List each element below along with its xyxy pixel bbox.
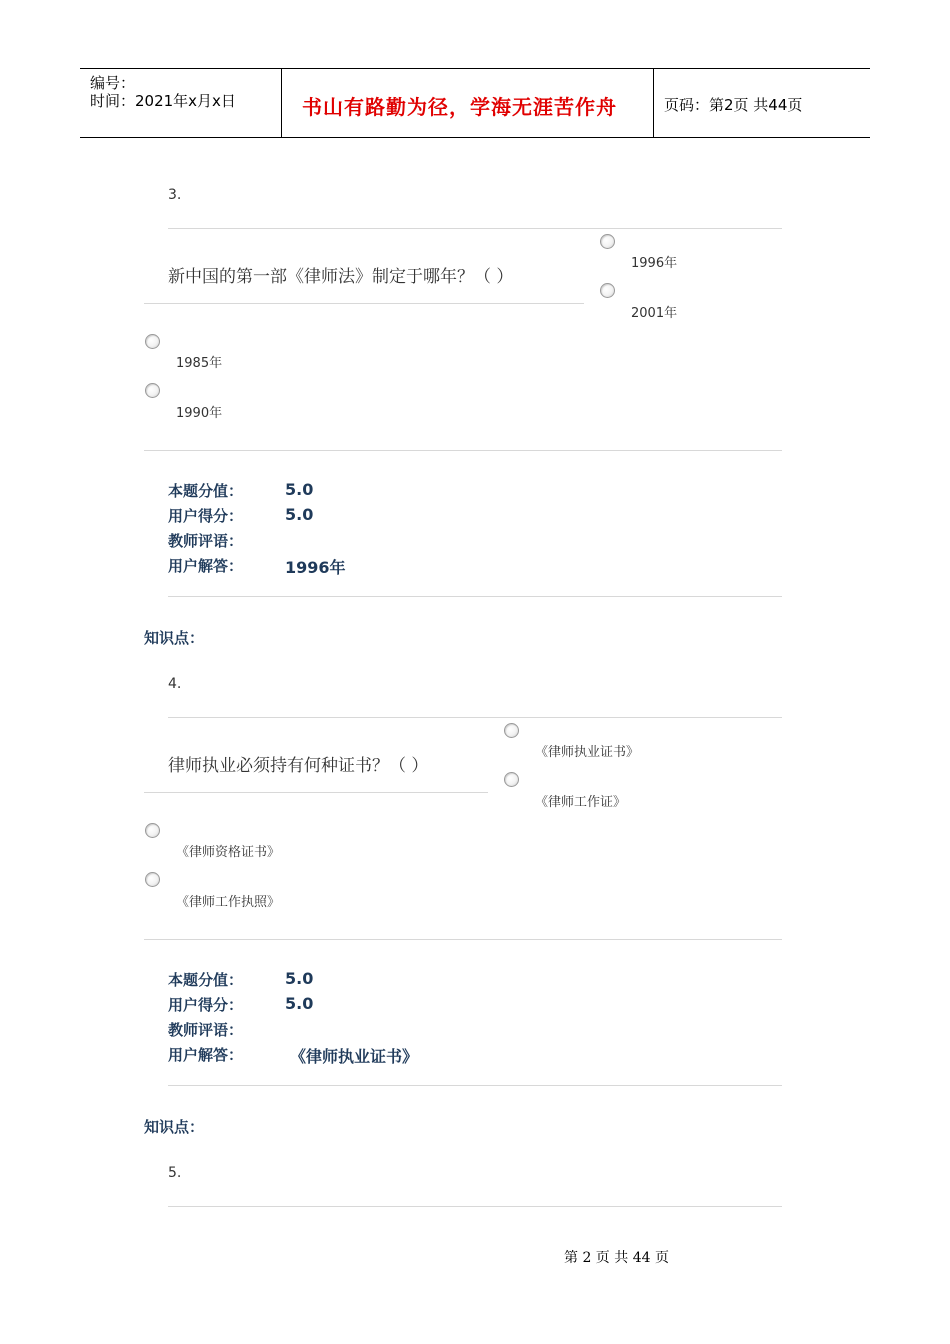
page-footer: 第 2 页 共 44 页: [564, 1250, 669, 1266]
divider: [144, 450, 782, 451]
option-label: 2001年: [631, 306, 678, 321]
divider: [144, 303, 584, 304]
divider: [144, 792, 488, 793]
option-label: 1996年: [631, 256, 678, 271]
user-score-value: 5.0: [285, 505, 314, 524]
knowledge-label: 知识点：: [144, 629, 205, 647]
score-label: 本题分值：: [168, 482, 244, 500]
divider: [168, 596, 782, 597]
comment-label: 教师评语：: [168, 1021, 244, 1039]
question-number: 4.: [168, 676, 182, 692]
question-text: 新中国的第一部《律师法》制定于哪年？（ ）: [168, 267, 514, 287]
answer-label: 用户解答：: [168, 1046, 244, 1064]
comment-label: 教师评语：: [168, 532, 244, 550]
radio-option-b[interactable]: [504, 772, 519, 787]
option-label: 《律师工作证》: [535, 795, 627, 810]
score-value: 5.0: [285, 969, 314, 988]
answer-value: 《律师执业证书》: [290, 1047, 419, 1066]
divider: [144, 939, 782, 940]
divider: [168, 1085, 782, 1086]
user-score-label: 用户得分：: [168, 507, 244, 525]
radio-option-a[interactable]: [600, 234, 615, 249]
question-text: 律师执业必须持有何种证书？（ ）: [168, 756, 429, 776]
divider: [168, 228, 782, 229]
question-number: 5.: [168, 1165, 182, 1181]
score-value: 5.0: [285, 480, 314, 499]
header-divider: [281, 69, 282, 137]
option-label: 《律师工作执照》: [176, 895, 281, 910]
motto: 书山有路勤为径，学海无涯苦作舟: [302, 95, 617, 119]
user-score-value: 5.0: [285, 994, 314, 1013]
radio-option-b[interactable]: [600, 283, 615, 298]
knowledge-label: 知识点：: [144, 1118, 205, 1136]
divider: [168, 717, 782, 718]
radio-option-d[interactable]: [145, 872, 160, 887]
answer-value: 1996年: [285, 558, 346, 577]
option-label: 1985年: [176, 356, 223, 371]
radio-option-d[interactable]: [145, 383, 160, 398]
option-label: 《律师资格证书》: [176, 845, 281, 860]
radio-option-c[interactable]: [145, 823, 160, 838]
question-number: 3.: [168, 187, 182, 203]
option-label: 《律师执业证书》: [535, 745, 640, 760]
radio-option-a[interactable]: [504, 723, 519, 738]
user-score-label: 用户得分：: [168, 996, 244, 1014]
answer-label: 用户解答：: [168, 557, 244, 575]
score-label: 本题分值：: [168, 971, 244, 989]
divider: [168, 1206, 782, 1207]
header-divider: [653, 69, 654, 137]
page-code: 页码：第2页 共44页: [664, 96, 803, 114]
serial-label: 编号：: [90, 74, 136, 92]
time-label: 时间：2021年x月x日: [90, 92, 236, 110]
option-label: 1990年: [176, 406, 223, 421]
radio-option-c[interactable]: [145, 334, 160, 349]
